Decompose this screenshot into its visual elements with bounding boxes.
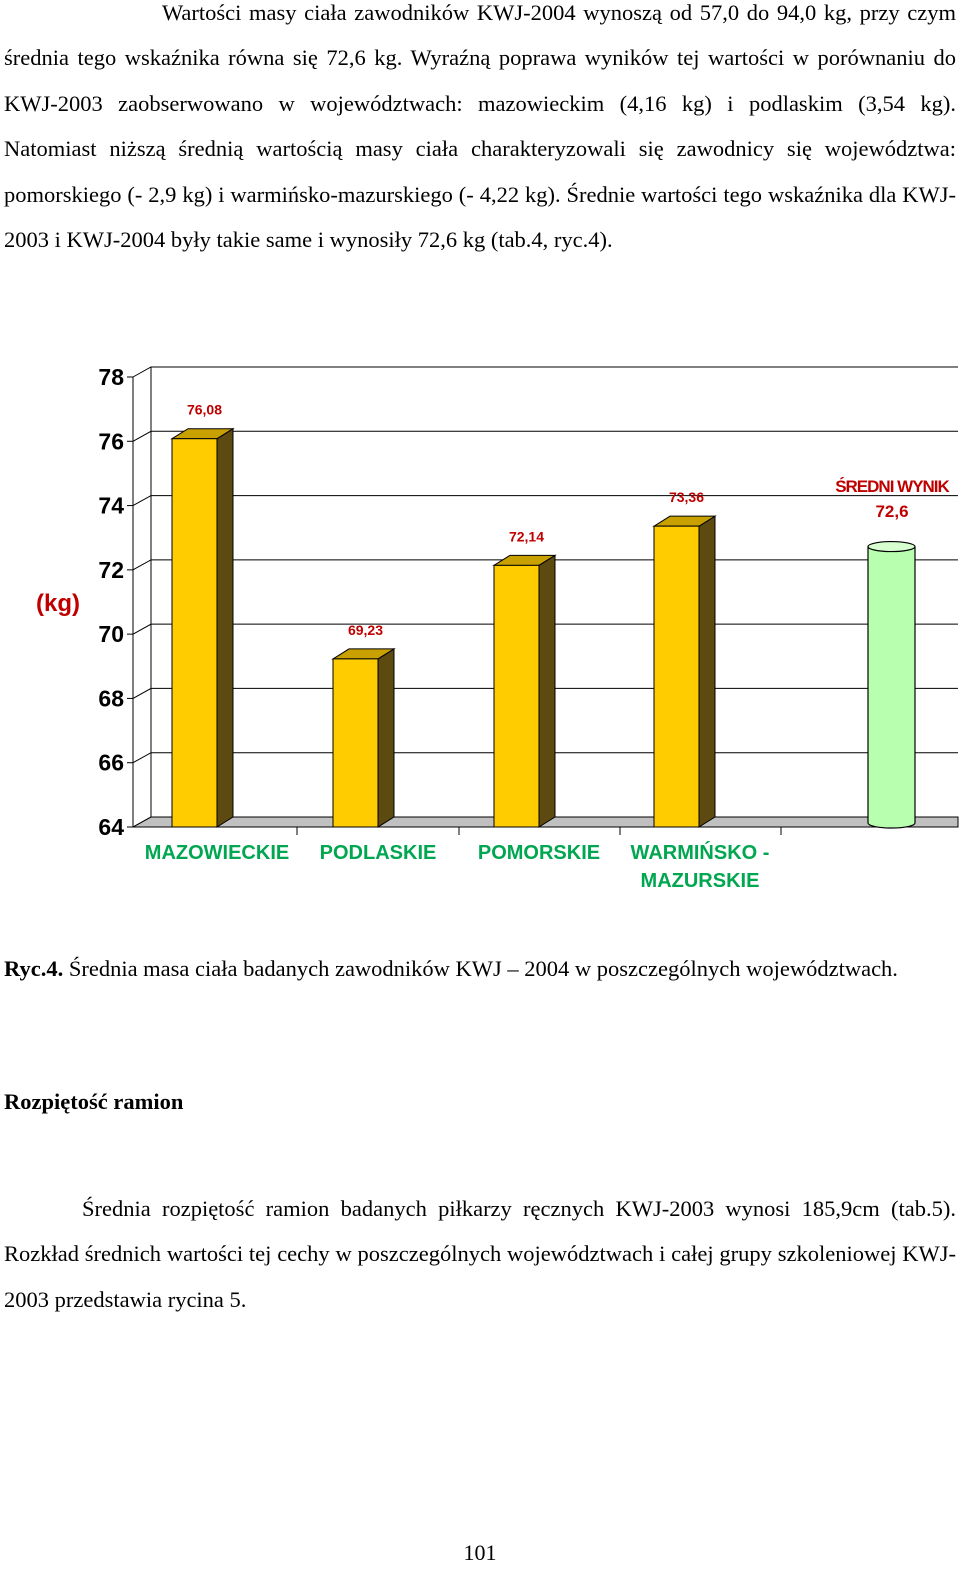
caption-label: Ryc.4. bbox=[4, 956, 64, 981]
average-label: ŚREDNI WYNIK bbox=[835, 477, 949, 496]
section-heading: Rozpiętość ramion bbox=[4, 1089, 184, 1114]
bar-side-face bbox=[539, 555, 555, 827]
data-label: 72,14 bbox=[508, 528, 545, 545]
figure-caption bbox=[4, 946, 956, 991]
y-tick-label: 78 bbox=[98, 364, 124, 390]
bar-front-face bbox=[172, 439, 217, 827]
average-cylinder-body bbox=[868, 547, 915, 828]
caption-text: Średnia masa ciała badanych zawodników KWJ – 2004 w poszczególnych województwach. bbox=[63, 956, 898, 981]
bar-mazowieckie bbox=[172, 429, 233, 827]
bar-warmi-sko-mazurskie bbox=[654, 516, 715, 827]
x-category-label: PODLASKIE bbox=[319, 842, 437, 864]
average-cylinder-top bbox=[868, 542, 915, 552]
x-category-label: MAZURSKIE bbox=[640, 870, 760, 892]
bar-side-face bbox=[699, 516, 715, 827]
y-tick-label: 74 bbox=[98, 492, 124, 519]
gridline bbox=[133, 496, 958, 506]
chart-bars bbox=[172, 429, 715, 827]
x-category-label: MAZOWIECKIE bbox=[144, 842, 290, 864]
bar-side-face bbox=[217, 429, 233, 827]
average-bar-group bbox=[868, 542, 915, 828]
bar-front-face bbox=[654, 526, 699, 827]
bar-side-face bbox=[378, 649, 394, 827]
paragraph-body-weight: Wartości masy ciała zawodników KWJ-2004 wynoszą od 57,0 do 94,0 kg, przy czym średnia tego wskaźnika równa się 72,6 kg. Wyraźną poprawa wyników tej wartości w porównaniu do KWJ-2003 zaobserwowano w województwach: mazowieckim (4,16 kg) i podlaskim (3,54 kg). Natomiast niższą średnią wartością masy ciała charakteryzowali się zawodnicy się województwa: pomorskiego (- 2,9 kg) i warmińsko-mazurskiego (- 4,22 kg). Średnie wartości tego wskaźnika dla KWJ-2003 i KWJ-2004 były takie same i wynosiły 72,6 kg (tab.4, ryc.4). bbox=[4, 0, 956, 253]
y-axis-label: (kg) bbox=[36, 590, 80, 617]
y-tick-label: 76 bbox=[98, 428, 124, 455]
bar-chart-body-weight bbox=[0, 355, 960, 915]
y-tick-label: 64 bbox=[98, 814, 124, 840]
gridline bbox=[133, 431, 958, 441]
y-tick-label: 66 bbox=[98, 749, 124, 776]
paragraph-arm-span: Średnia rozpiętość ramion badanych piłkarzy ręcznych KWJ-2003 wynosi 185,9cm (tab.5). Rozkład średnich wartości tej cechy w poszczególnych województwach i całej grupy szkoleniowej KWJ-2003 przedstawia rycina 5. bbox=[4, 1196, 956, 1312]
y-tick-label: 70 bbox=[98, 621, 124, 648]
x-category-label: POMORSKIE bbox=[477, 842, 601, 864]
page-number: 101 bbox=[463, 1540, 497, 1565]
average-value-label: 72,6 bbox=[875, 502, 909, 521]
bar-front-face bbox=[333, 659, 378, 827]
y-tick-label: 72 bbox=[98, 556, 124, 583]
average-cylinder bbox=[868, 542, 915, 828]
bar-podlaskie bbox=[333, 649, 394, 827]
bar-pomorskie bbox=[494, 555, 555, 827]
y-tick-label: 68 bbox=[98, 685, 124, 712]
data-label: 76,08 bbox=[186, 401, 223, 418]
data-label: 69,23 bbox=[347, 621, 384, 638]
gridline bbox=[133, 367, 958, 377]
data-label: 73,36 bbox=[668, 489, 705, 506]
x-category-label: WARMIŃSKO - bbox=[630, 842, 770, 864]
bar-front-face bbox=[494, 565, 539, 827]
